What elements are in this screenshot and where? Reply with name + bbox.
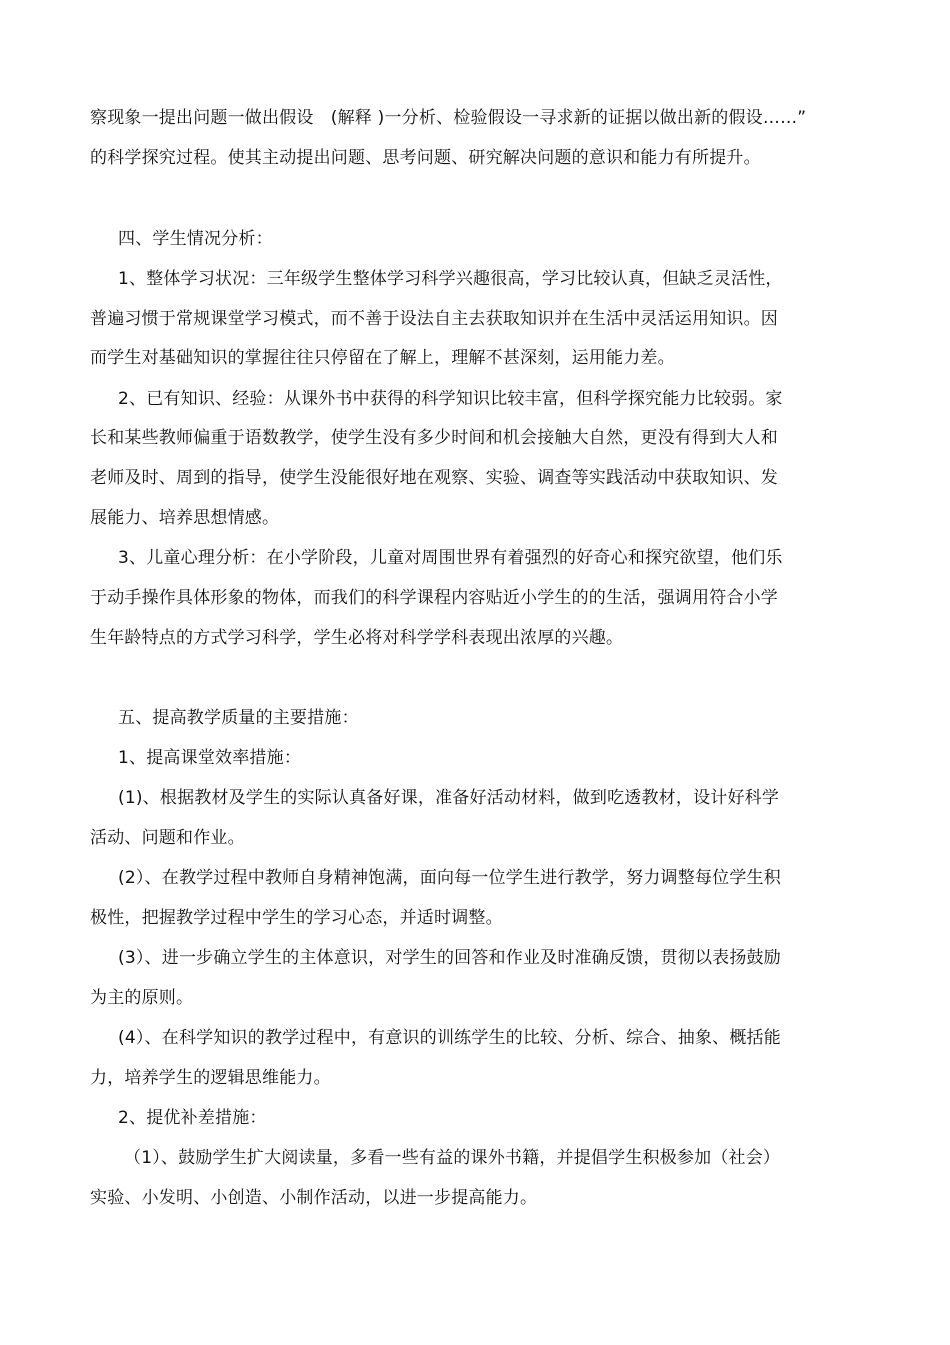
subsection-heading: 1、提高课堂效率措施： [118, 748, 302, 768]
paragraph-line: 为主的原则。 [90, 988, 194, 1008]
paragraph-line: 活动、问题和作业。 [90, 828, 245, 848]
paragraph-line: 普遍习惯于常规课堂学习模式，而不善于设法自主去获取知识并在生活中灵活运用知识。因 [90, 309, 778, 329]
paragraph-line: 实验、小发明、小创造、小制作活动，以进一步提高能力。 [90, 1188, 538, 1208]
paragraph-line: 生年龄特点的方式学习科学，学生必将对科学学科表现出浓厚的兴趣。 [90, 628, 624, 648]
subsection-heading: 2、提优补差措施： [118, 1108, 267, 1128]
paragraph-line: 察现象一提出问题一做出假设 (解释 )一分析、检验假设一寻求新的证据以做出新的假设……” [90, 108, 807, 128]
paragraph-line: 展能力、培养思想情感。 [90, 508, 280, 528]
section-heading: 四、学生情况分析： [118, 229, 273, 249]
paragraph-line: 于动手操作具体形象的物体，而我们的科学课程内容贴近小学生的的生活，强调用符合小学 [90, 588, 778, 608]
paragraph-line: 而学生对基础知识的掌握往往只停留在了解上，理解不甚深刻，运用能力差。 [90, 348, 675, 368]
paragraph-line: (2）、在教学过程中教师自身精神饱满，面向每一位学生进行教学，努力调整每位学生积 [118, 868, 781, 888]
paragraph-line: 极性，把握教学过程中学生的学习心态，并适时调整。 [90, 908, 503, 928]
paragraph-line: 1、整体学习状况：三年级学生整体学习科学兴趣很高，学习比较认真，但缺乏灵活性， [118, 269, 783, 289]
paragraph-line: (3）、进一步确立学生的主体意识，对学生的回答和作业及时准确反馈，贯彻以表扬鼓励 [118, 948, 781, 968]
section-heading: 五、提高教学质量的主要措施： [118, 708, 359, 728]
paragraph-line: (1)、根据教材及学生的实际认真备好课，准备好活动材料，做到吃透教材，设计好科学 [118, 788, 780, 808]
paragraph-line: 老师及时、周到的指导，使学生没能很好地在观察、实验、调查等实践活动中获取知识、发 [90, 468, 778, 488]
paragraph-line: 力，培养学生的逻辑思维能力。 [90, 1068, 331, 1088]
paragraph-line: 长和某些教师偏重于语数教学，使学生没有多少时间和机会接触大自然，更没有得到大人和 [90, 428, 778, 448]
paragraph-line: 2、已有知识、经验：从课外书中获得的科学知识比较丰富，但科学探究能力比较弱。家 [118, 389, 783, 409]
paragraph-line: （1）、鼓励学生扩大阅读量，多看一些有益的课外书籍，并提倡学生积极参加（社会） [124, 1148, 781, 1168]
paragraph-line: 的科学探究过程。使其主动提出问题、思考问题、研究解决问题的意识和能力有所提升。 [90, 148, 761, 168]
paragraph-line: 3、儿童心理分析：在小学阶段，儿童对周围世界有着强烈的好奇心和探究欲望，他们乐 [118, 548, 783, 568]
paragraph-line: (4）、在科学知识的教学过程中，有意识的训练学生的比较、分析、综合、抽象、概括能 [118, 1028, 781, 1048]
